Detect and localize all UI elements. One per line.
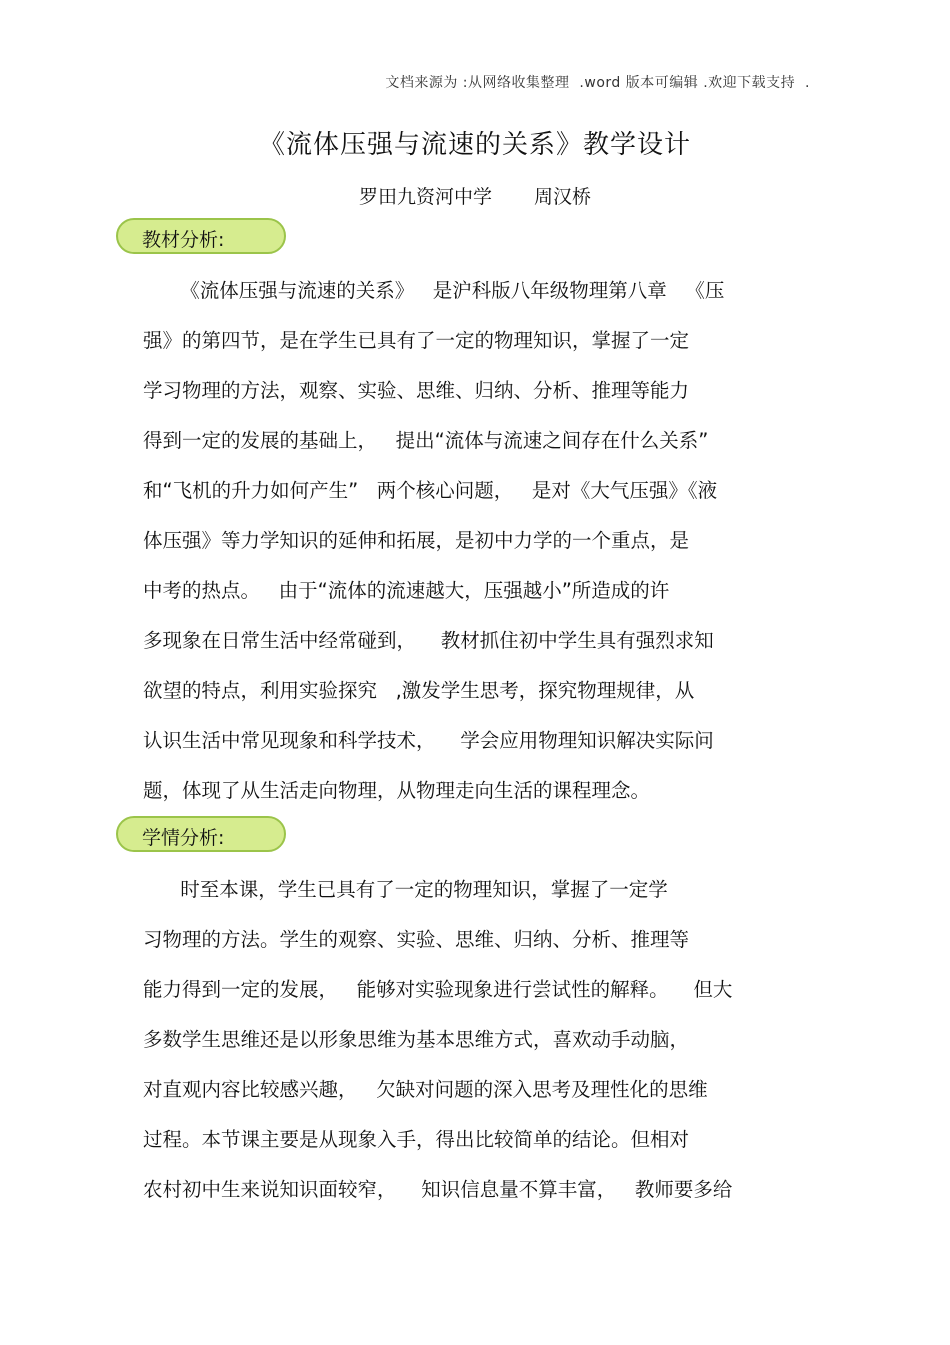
author-name: 周汉桥 [534,186,592,208]
section-heading-label: 教材分析: [142,229,225,251]
text-line: 多现象在日常生活中经常碰到， 教材抓住初中学生具有强烈求知 [143,629,714,652]
text-line: 过程。本节课主要是从现象入手，得出比较简单的结论。但相对 [143,1128,690,1151]
text-line: 和“飞机的升力如何产生” 两个核心问题， 是对《大气压强》《液 [143,479,718,502]
section-heading-student-analysis [116,816,286,852]
paragraph-student-analysis [143,865,808,1215]
text-line: 习物理的方法。学生的观察、实验、思维、归纳、分析、推理等 [143,928,690,951]
paragraph-textbook-analysis [143,266,808,816]
text-line: 欲望的特点，利用实验探究 ,激发学生思考，探究物理规律，从 [143,679,695,702]
text-line: 农村初中生来说知识面较窄， 知识信息量不算丰富， 教师要多给 [143,1178,733,1201]
text-line: 得到一定的发展的基础上， 提出“流体与流速之间存在什么关系” [143,429,709,452]
text-line: 能力得到一定的发展， 能够对实验现象进行尝试性的解释。 但大 [143,978,733,1001]
text-line: 中考的热点。 由于“流体的流速越大，压强越小”所造成的许 [143,579,670,602]
byline [0,182,950,209]
school-name: 罗田九资河中学 [358,186,492,208]
text-line: 《流体压强与流速的关系》 是沪科版八年级物理第八章 《压 [143,279,725,302]
text-line: 体压强》等力学知识的延伸和拓展，是初中力学的一个重点，是 [143,529,690,552]
text-line: 多数学生思维还是以形象思维为基本思维方式，喜欢动手动脑， [143,1028,690,1051]
text-line: 题，体现了从生活走向物理，从物理走向生活的课程理念。 [143,779,651,802]
section-heading-textbook-analysis [116,218,286,254]
text-line: 对直观内容比较感兴趣， 欠缺对问题的深入思考及理性化的思维 [143,1078,708,1101]
text-line: 强》的第四节，是在学生已具有了一定的物理知识，掌握了一定 [143,329,690,352]
text-line: 认识生活中常见现象和科学技术， 学会应用物理知识解决实际问 [143,729,714,752]
document-title: 《流体压强与流速的关系》教学设计 [258,130,691,160]
text-line: 学习物理的方法，观察、实验、思维、归纳、分析、推理等能力 [143,379,690,402]
text-line: 时至本课，学生已具有了一定的物理知识，掌握了一定学 [143,878,668,901]
header-note: 文档来源为 :从网络收集整理 .word 版本可编辑 .欢迎下载支持 . [385,75,810,91]
section-heading-label: 学情分析: [142,827,225,849]
